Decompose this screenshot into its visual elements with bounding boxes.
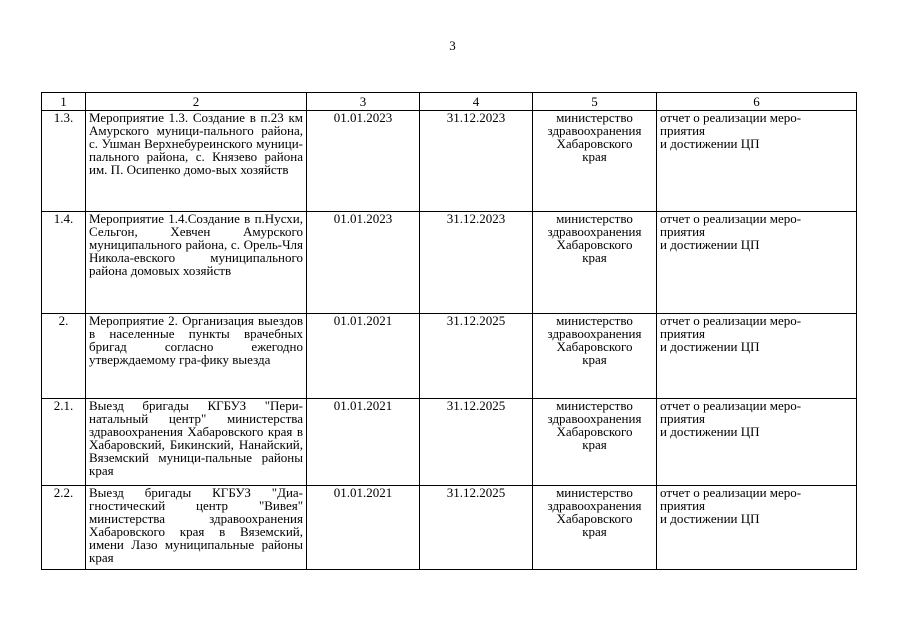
header-col-1: 1 [42, 93, 86, 111]
row-responsible: министерство здравоохранения Хабаровского края [533, 111, 657, 212]
table-row [42, 399, 857, 486]
table-row [42, 486, 857, 570]
activities-table [41, 92, 857, 570]
row-number: 2.2. [42, 486, 86, 570]
row-description: Мероприятие 1.4.Создание в п.Нусхи, Сельгон, Хевчен Амурского муниципального района, с. Орель-Чля Никола-евского муниципального района домовых хозяйств [86, 212, 307, 314]
table-row [42, 314, 857, 399]
table-row [42, 111, 857, 212]
row-number: 1.3. [42, 111, 86, 212]
row-result: отчет о реализации меро- приятия и достижении ЦП [657, 314, 857, 399]
row-number: 2. [42, 314, 86, 399]
header-row [42, 93, 857, 111]
header-col-2: 2 [86, 93, 307, 111]
row-description: Мероприятие 2. Организация выездов в населенные пункты врачебных бригад согласно ежегодно утверждаемому гра-фику выезда [86, 314, 307, 399]
row-number: 1.4. [42, 212, 86, 314]
row-start-date: 01.01.2021 [307, 486, 420, 570]
row-result: отчет о реализации меро- приятия и достижении ЦП [657, 212, 857, 314]
row-result: отчет о реализации меро- приятия и достижении ЦП [657, 399, 857, 486]
header-col-4: 4 [420, 93, 533, 111]
row-description: Выезд бригады КГБУЗ "Пери-натальный центр" министерства здравоохранения Хабаровского края в Хабаровский, Бикинский, Нанайский, Вяземский муници-пальные районы края [86, 399, 307, 486]
row-responsible: министерство здравоохранения Хабаровского края [533, 314, 657, 399]
row-description: Выезд бригады КГБУЗ "Диа-гностический центр "Вивея" министерства здравоохранения Хабаровского края в Вяземский, имени Лазо муниципальные районы края [86, 486, 307, 570]
page-number: 3 [449, 38, 456, 53]
row-end-date: 31.12.2023 [420, 111, 533, 212]
row-responsible: министерство здравоохранения Хабаровского края [533, 212, 657, 314]
row-description: Мероприятие 1.3. Создание в п.23 км Амурского муници-пального района, с. Ушман Верхнебуреинского муници-пального района, с. Князево района им. П. Осипенко домо-вых хозяйств [86, 111, 307, 212]
row-start-date: 01.01.2021 [307, 314, 420, 399]
row-result: отчет о реализации меро- приятия и достижении ЦП [657, 111, 857, 212]
row-start-date: 01.01.2023 [307, 212, 420, 314]
row-responsible: министерство здравоохранения Хабаровского края [533, 399, 657, 486]
header-col-6: 6 [657, 93, 857, 111]
header-col-5: 5 [533, 93, 657, 111]
row-result: отчет о реализации меро- приятия и достижении ЦП [657, 486, 857, 570]
row-number: 2.1. [42, 399, 86, 486]
row-end-date: 31.12.2023 [420, 212, 533, 314]
row-responsible: министерство здравоохранения Хабаровского края [533, 486, 657, 570]
row-end-date: 31.12.2025 [420, 399, 533, 486]
header-col-3: 3 [307, 93, 420, 111]
row-end-date: 31.12.2025 [420, 314, 533, 399]
table-row [42, 212, 857, 314]
row-end-date: 31.12.2025 [420, 486, 533, 570]
row-start-date: 01.01.2023 [307, 111, 420, 212]
row-start-date: 01.01.2021 [307, 399, 420, 486]
